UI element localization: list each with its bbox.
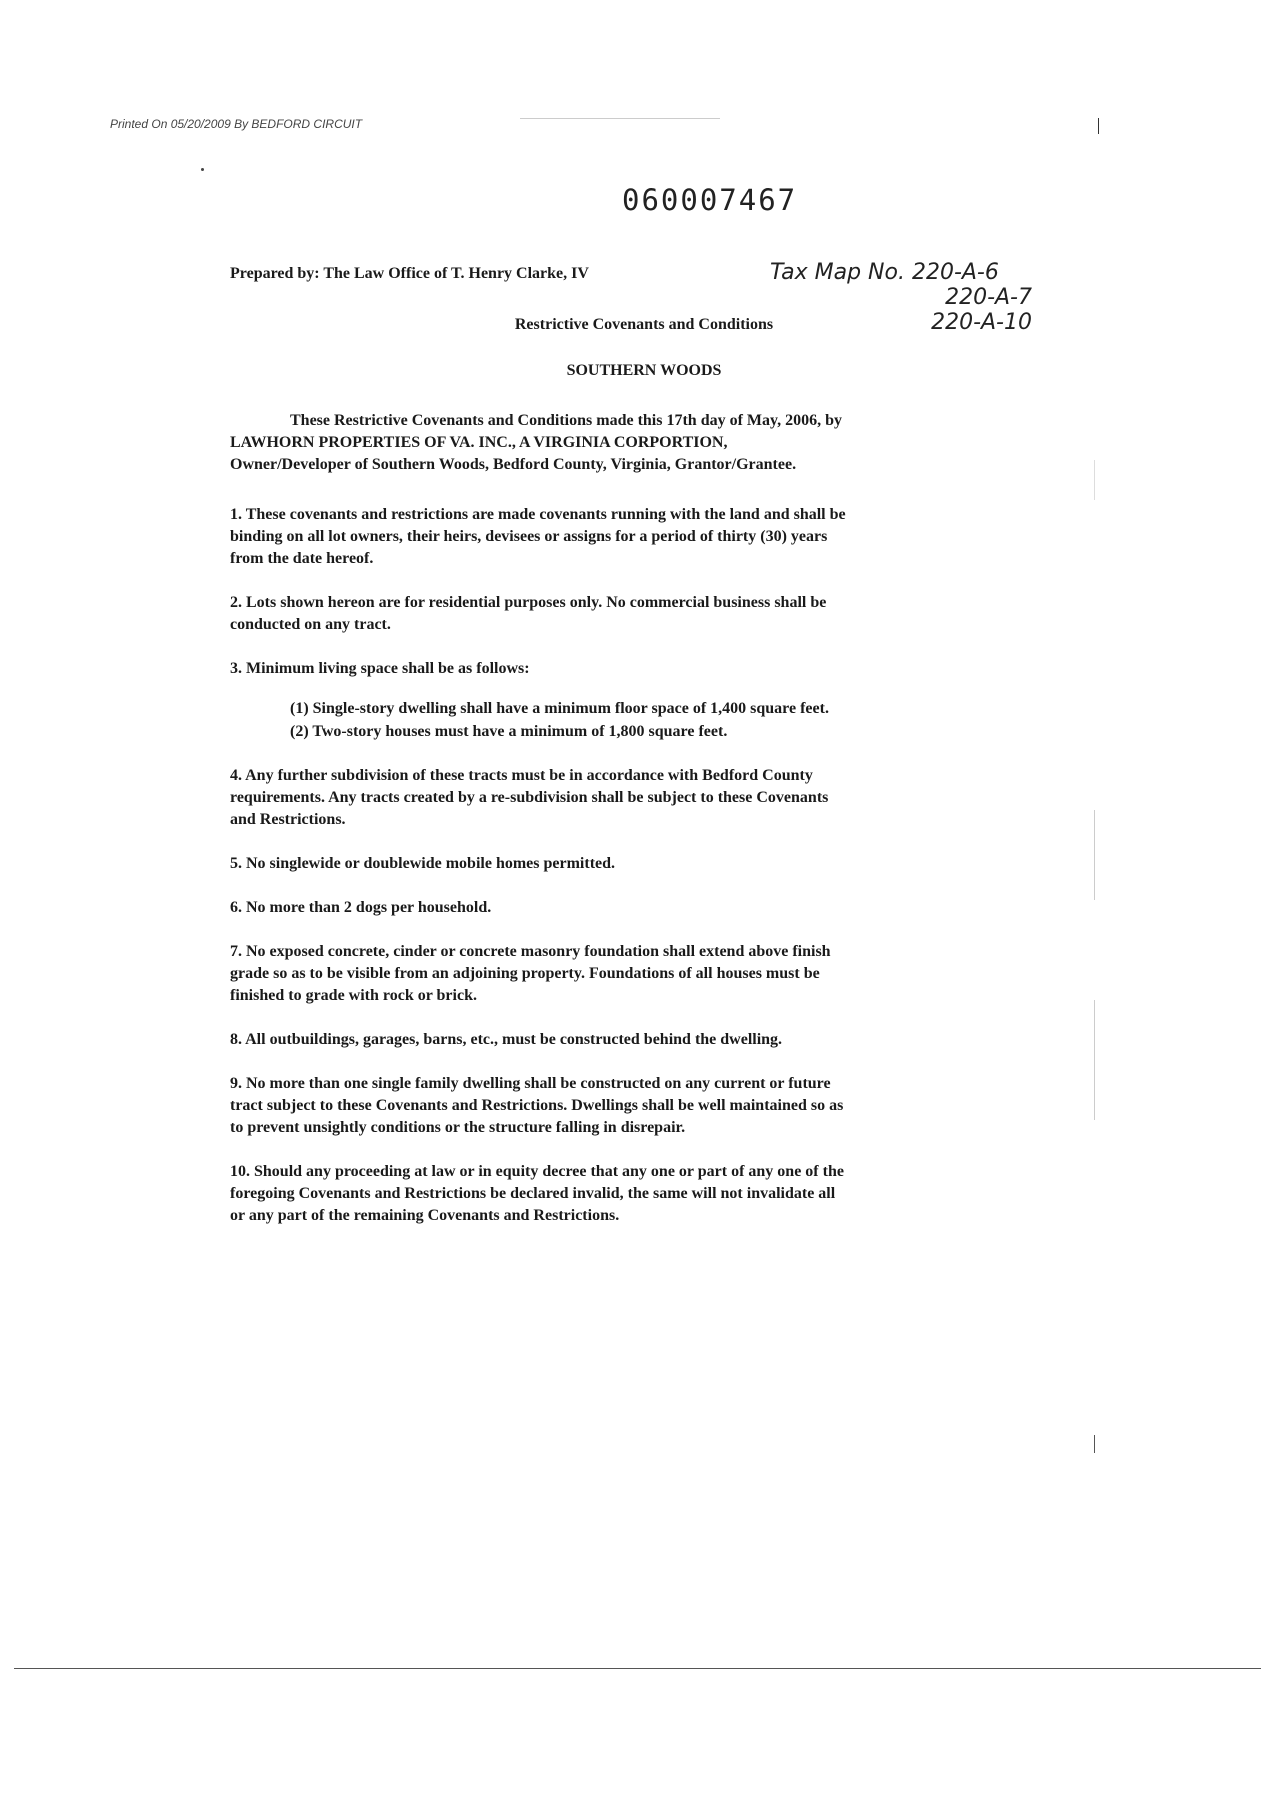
covenant-item: 8. All outbuildings, garages, barns, etc., must be constructed behind the dwelling. [230, 1031, 783, 1048]
page-bottom-rule [14, 1668, 1261, 1669]
covenant-item: 9. No more than one single family dwelling shall be constructed on any current or future tract subject to these Covenants and Restrictions. Dwellings shall be well maintained so as to prevent unsightly conditions or the structure falling in disrepair. [230, 1075, 844, 1136]
covenant-item: 7. No exposed concrete, cinder or concrete masonry foundation shall extend above finish grade so as to be visible from an adjoining property. Foundations of all houses must be finished to grade with rock or brick. [230, 943, 831, 1004]
covenant-item: 4. Any further subdivision of these tracts must be in accordance with Bedford County requirements. Any tracts created by a re-subdivision shall be subject to these Covenants and Restrictions. [230, 767, 829, 828]
covenant-item: 3. Minimum living space shall be as follows: [230, 660, 530, 677]
covenant-item: 10. Should any proceeding at law or in equity decree that any one or part of any one of the foregoing Covenants and Restrictions be declared invalid, the same will not invalidate all or any part of the remaining Covenants and Restrictions. [230, 1163, 844, 1224]
intro-line: These Restrictive Covenants and Conditions made this 17th day of May, 2006, by [290, 412, 843, 429]
scan-edge-mark [1094, 810, 1095, 900]
prepared-by: Prepared by: The Law Office of T. Henry Clarke, IV [230, 265, 589, 282]
subdivision-name: SOUTHERN WOODS [566, 362, 722, 379]
intro-paragraph [230, 410, 1010, 476]
document-number: 060007467 [622, 183, 798, 217]
covenant-item: 2. Lots shown hereon are for residential purposes only. No commercial business shall be conducted on any tract. [230, 594, 827, 633]
scan-dot [201, 168, 204, 171]
covenant-item: 5. No singlewide or doublewide mobile homes permitted. [230, 855, 616, 872]
covenant-item: 1. These covenants and restrictions are made covenants running with the land and shall be binding on all lot owners, their heirs, devisees or assigns for a period of thirty (30) years from the date hereof. [230, 506, 846, 567]
tax-map-line: 220-A-10 [931, 310, 1032, 335]
intro-line: Owner/Developer of Southern Woods, Bedford County, Virginia, Grantor/Grantee. [230, 456, 797, 473]
covenant-item: 6. No more than 2 dogs per household. [230, 899, 492, 916]
scan-edge-mark [1094, 1000, 1095, 1120]
living-space-subitem: (2) Two-story houses must have a minimum of 1,800 square feet. [290, 723, 728, 740]
scan-edge-mark [1094, 460, 1095, 500]
tax-map-line: 220-A-7 [945, 285, 1032, 310]
scan-edge-mark [1098, 118, 1099, 134]
document-heading: Restrictive Covenants and Conditions [514, 316, 774, 333]
scan-speck [520, 118, 720, 119]
intro-line: LAWHORN PROPERTIES OF VA. INC., A VIRGINIA CORPORTION, [230, 434, 728, 451]
print-stamp: Printed On 05/20/2009 By BEDFORD CIRCUIT [110, 117, 363, 131]
tax-map-line: Tax Map No. 220-A-6 [770, 260, 999, 285]
scan-edge-mark [1094, 1435, 1095, 1453]
living-space-subitem: (1) Single-story dwelling shall have a minimum floor space of 1,400 square feet. [290, 700, 829, 717]
covenant-list [230, 504, 1010, 1227]
